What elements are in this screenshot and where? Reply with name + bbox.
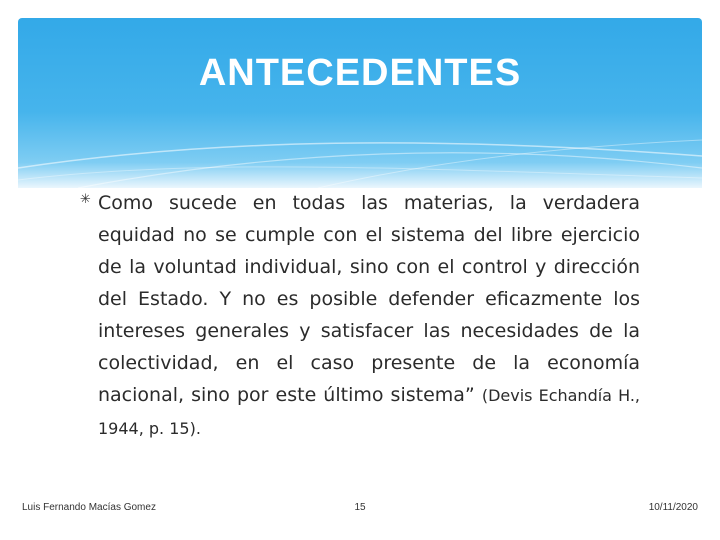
bullet-text-block [98,187,640,445]
quote-text: Como sucede en todas las materias, la verdadera equidad no se cumple con el sistema del libre ejercicio de la voluntad individual, sino con el control y dirección del Estado. Y no es posible defender eficazmente los intereses generales y satisfacer las necesidades de la colectividad, en el caso presente de la economía nacional, sino por este último sistema” [98,192,640,406]
slide-title: ANTECEDENTES [198,52,522,94]
bullet-item [80,187,640,445]
citation-text: (Devis Echandía H., 1944, p. 15). [98,386,640,438]
header-band [18,18,702,188]
footer-author: Luis Fernando Macías Gomez [22,502,156,513]
asterisk-bullet-icon: ✳ [80,192,91,207]
body-bullet-list [80,187,640,445]
footer-page-number: 15 [354,502,366,513]
footer-date: 10/11/2020 [648,502,698,513]
header-swoosh-decoration [18,18,702,188]
